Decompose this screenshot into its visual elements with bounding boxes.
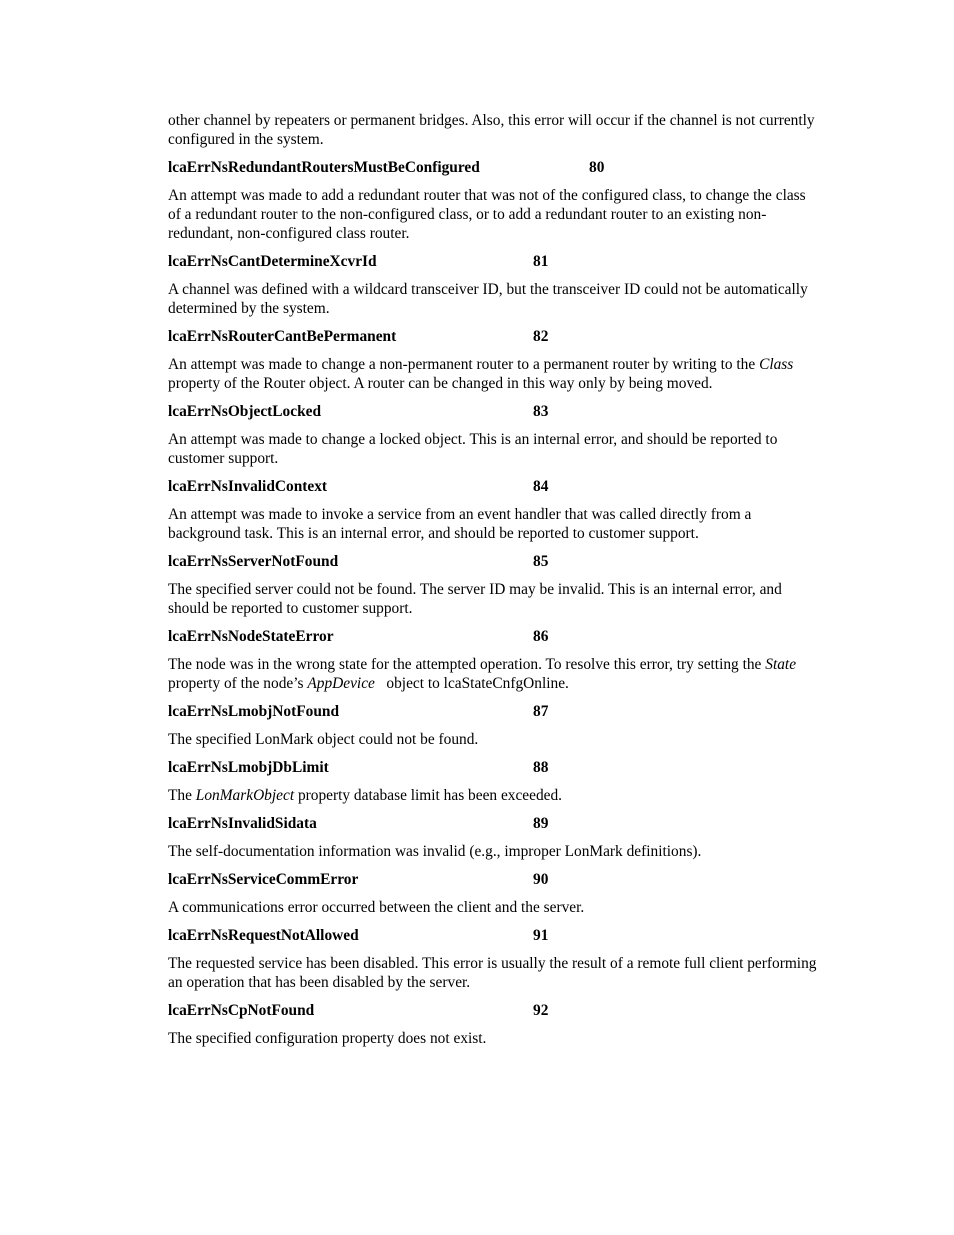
error-description — [168, 655, 818, 693]
error-code: 87 — [533, 703, 549, 720]
desc-text: An attempt was made to change a non-permanent router to a permanent router by writing to the — [168, 356, 760, 373]
desc-emphasis: Class — [759, 356, 794, 373]
error-name: lcaErrNsLmobjNotFound — [168, 703, 340, 720]
error-entry-heading — [168, 158, 818, 177]
error-description: An attempt was made to invoke a service from an event handler that was called directly from a background task. This is an internal error, and should be reported to customer support. — [168, 506, 752, 542]
desc-text: property of the node’s — [168, 675, 308, 692]
desc-text: property database limit has been exceeded. — [294, 787, 563, 804]
desc-emphasis: AppDevice — [307, 675, 375, 692]
error-name: lcaErrNsServiceCommError — [168, 871, 359, 888]
desc-emphasis: LonMarkObject — [195, 787, 295, 804]
error-entry-heading — [168, 402, 818, 421]
document-page — [168, 111, 818, 1057]
error-code: 90 — [533, 871, 549, 888]
error-entry-heading — [168, 926, 818, 945]
error-entry-heading — [168, 758, 818, 777]
error-description — [168, 355, 818, 393]
error-code: 89 — [533, 815, 549, 832]
error-description: An attempt was made to change a locked object. This is an internal error, and should be reported to customer support. — [168, 431, 778, 467]
desc-text: The node was in the wrong state for the attempted operation. To resolve this error, try setting the — [168, 656, 766, 673]
error-entry-heading — [168, 252, 818, 271]
error-code: 88 — [533, 759, 549, 776]
error-name: lcaErrNsInvalidSidata — [168, 815, 317, 832]
error-name: lcaErrNsRequestNotAllowed — [168, 927, 359, 944]
error-entry-heading — [168, 552, 818, 571]
error-description: A communications error occurred between the client and the server. — [168, 899, 585, 916]
desc-text: property of the Router object. A router can be changed in this way only by being moved. — [168, 375, 713, 392]
error-name: lcaErrNsRouterCantBePermanent — [168, 328, 397, 345]
error-code: 91 — [533, 927, 549, 944]
error-code: 86 — [533, 628, 549, 645]
error-description: A channel was defined with a wildcard transceiver ID, but the transceiver ID could not be automatically determined by the system. — [168, 281, 808, 317]
error-name: lcaErrNsLmobjDbLimit — [168, 759, 329, 776]
desc-emphasis: State — [765, 656, 797, 673]
error-description — [168, 786, 818, 805]
error-code: 84 — [533, 478, 549, 495]
error-name: lcaErrNsServerNotFound — [168, 553, 339, 570]
error-description: The specified server could not be found. The server ID may be invalid. This is an internal error, and should be reported to customer support. — [168, 581, 782, 617]
error-entry-heading — [168, 814, 818, 833]
error-entry-heading — [168, 702, 818, 721]
error-description: The requested service has been disabled. This error is usually the result of a remote full client performing an operation that has been disabled by the server. — [168, 955, 817, 991]
error-entry-heading — [168, 327, 818, 346]
desc-text: object to lcaStateCnfgOnline. — [374, 675, 569, 692]
error-entry-heading — [168, 627, 818, 646]
error-name: lcaErrNsRedundantRoutersMustBeConfigured — [168, 159, 480, 176]
error-name: lcaErrNsInvalidContext — [168, 478, 328, 495]
intro-paragraph: other channel by repeaters or permanent bridges. Also, this error will occur if the channel is not currently configured in the system. — [168, 112, 815, 148]
error-code: 82 — [533, 328, 549, 345]
error-entry-heading — [168, 870, 818, 889]
error-description: The self-documentation information was invalid (e.g., improper LonMark definitions). — [168, 843, 702, 860]
error-code: 80 — [589, 159, 605, 176]
error-entry-heading — [168, 477, 818, 496]
error-description: The specified LonMark object could not be found. — [168, 731, 479, 748]
error-code: 92 — [533, 1002, 549, 1019]
error-name: lcaErrNsObjectLocked — [168, 403, 322, 420]
error-name: lcaErrNsCantDetermineXcvrId — [168, 253, 377, 270]
error-code: 85 — [533, 553, 549, 570]
error-code: 81 — [533, 253, 549, 270]
error-entry-heading — [168, 1001, 818, 1020]
desc-text: The — [168, 787, 196, 804]
error-code: 83 — [533, 403, 549, 420]
error-name: lcaErrNsCpNotFound — [168, 1002, 315, 1019]
error-description: An attempt was made to add a redundant router that was not of the configured class, to change the class of a redundant router to the non-configured class, or to add a redundant router to an existing non-redundant, non-configured class router. — [168, 187, 806, 242]
error-description: The specified configuration property does not exist. — [168, 1030, 487, 1047]
error-name: lcaErrNsNodeStateError — [168, 628, 334, 645]
